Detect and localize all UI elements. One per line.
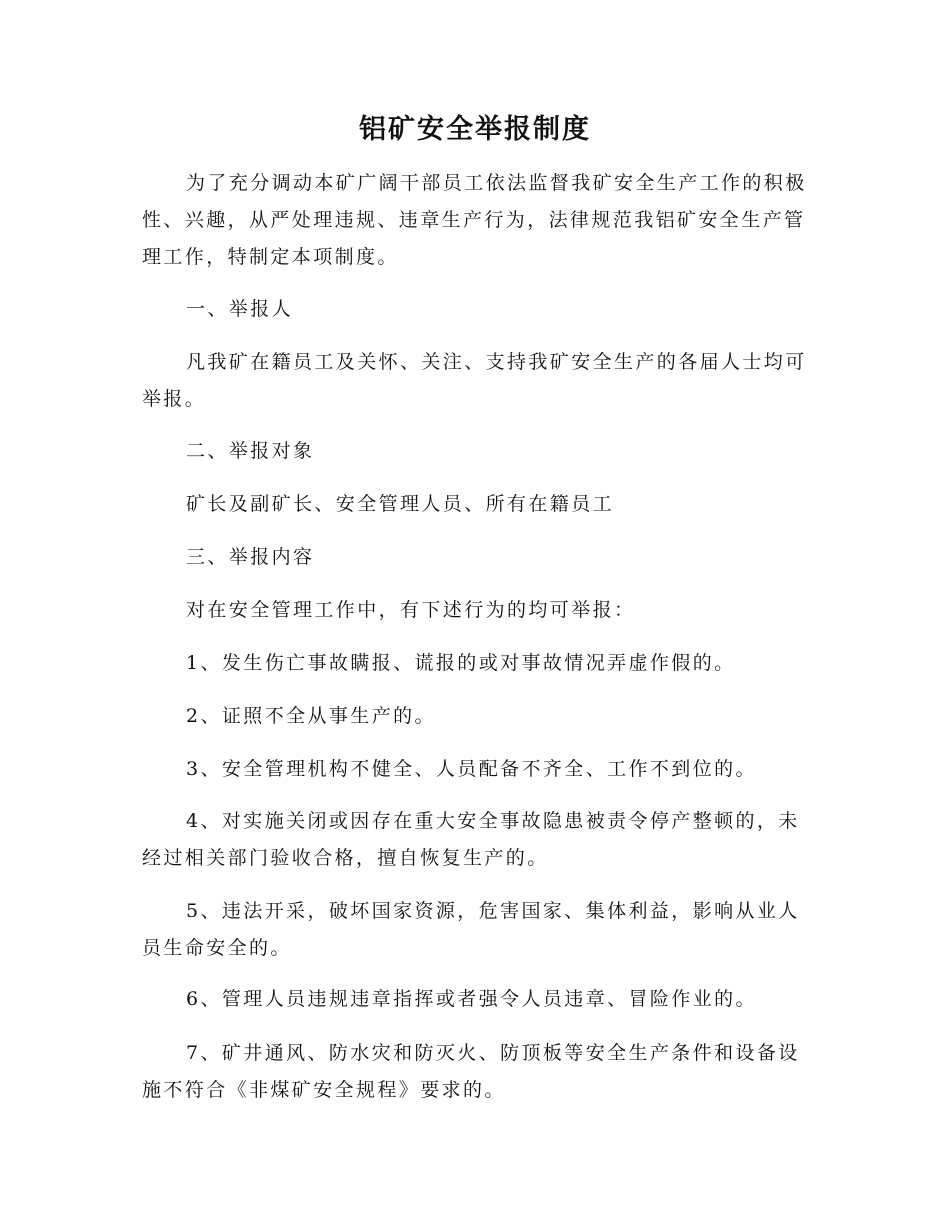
paragraph-reporter: 凡我矿在籍员工及关怀、关注、支持我矿安全生产的各届人士均可举报。 [142, 351, 807, 410]
list-item-1: 1、发生伤亡事故瞒报、谎报的或对事故情况弄虚作假的。 [186, 652, 736, 674]
list-item-7: 7、矿井通风、防水灾和防灭火、防顶板等安全生产条件和设备设施不符合《非煤矿安全规程》要求的。 [142, 1042, 800, 1101]
list-item-5: 5、违法开采，破坏国家资源，危害国家、集体利益，影响从业人员生命安全的。 [142, 900, 800, 959]
heading-report-content: 三、举报内容 [186, 546, 315, 568]
list-item-3: 3、安全管理机构不健全、人员配备不齐全、工作不到位的。 [186, 758, 757, 780]
paragraph-intro: 为了充分调动本矿广阔干部员工依法监督我矿安全生产工作的积极性、兴趣，从严处理违规、违章生产行为，法律规范我铝矿安全生产管理工作，特制定本项制度。 [142, 172, 807, 268]
list-item-4: 4、对实施关闭或因存在重大安全事故隐患被责令停产整顿的，未经过相关部门验收合格，擅自恢复生产的。 [142, 810, 800, 869]
paragraph-report-target: 矿长及副矿长、安全管理人员、所有在籍员工 [186, 493, 615, 515]
heading-report-target: 二、举报对象 [186, 440, 315, 462]
document-title: 铝矿安全举报制度 [359, 114, 591, 145]
list-item-6: 6、管理人员违规违章指挥或者强令人员违章、冒险作业的。 [186, 988, 757, 1010]
list-item-2: 2、证照不全从事生产的。 [186, 705, 436, 727]
heading-reporter: 一、举报人 [186, 298, 294, 320]
paragraph-report-content: 对在安全管理工作中，有下述行为的均可举报： [186, 599, 636, 621]
